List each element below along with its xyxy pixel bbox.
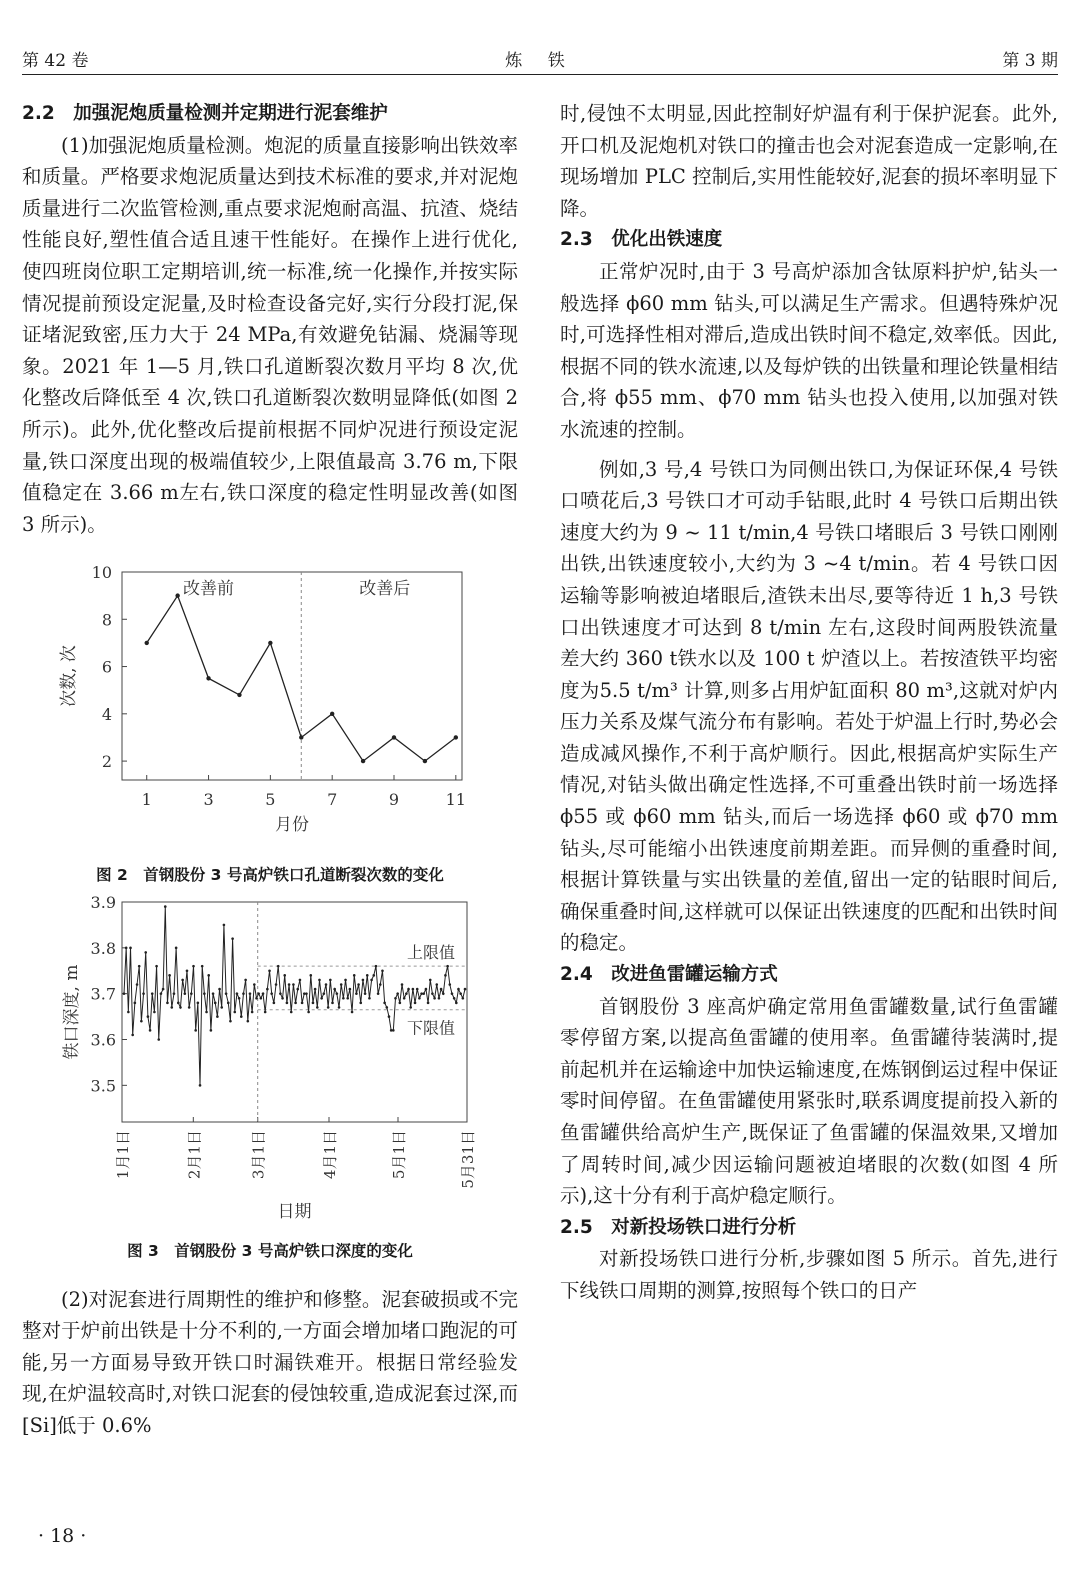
fig3-data-point — [144, 951, 147, 954]
fig3-data-point — [149, 1029, 152, 1032]
fig3-data-point — [448, 983, 451, 986]
fig2-data-point — [330, 712, 334, 716]
fig3-data-point — [401, 983, 404, 986]
fig3-data-point — [392, 1029, 395, 1032]
fig3-data-point — [453, 997, 456, 1000]
fig3-data-point — [127, 1011, 130, 1014]
section-heading-2-3: 2.3 优化出铁速度 — [560, 229, 723, 251]
fig2-xtick-label: 9 — [388, 790, 400, 810]
fig3-data-point — [238, 997, 241, 1000]
fig2-xtick-label: 1 — [141, 790, 152, 810]
fig3-data-point — [379, 983, 382, 986]
right-column — [560, 98, 1058, 1307]
fig3-data-point — [170, 1006, 173, 1009]
fig3-data-point — [192, 965, 195, 968]
fig3-data-point — [444, 974, 447, 977]
fig3-xtick-label: 1月1日 — [114, 1129, 132, 1179]
fig3-data-point — [314, 988, 317, 991]
fig3-data-point — [359, 1001, 362, 1004]
fig3-data-point — [412, 988, 415, 991]
fig2-data-point — [145, 641, 149, 645]
section-heading-2-5: 2.5 对新投场铁口进行分析 — [560, 1216, 797, 1238]
paragraph-torpedo-car: 首钢股份 3 座高炉确定常用鱼雷罐数量,试行鱼雷罐零停留方案,以提高鱼雷罐的使用率。鱼雷罐待装满时,提前起机并在运输途中加快运输速度,在炼钢倒运过程中保证零时间停留。在鱼雷罐使用紧张时,联系调度提前投入新的鱼雷罐供给高炉生产,既保证了鱼雷罐的保温效果,又增加了周转时间,减少因运输问题被迫堵眼的次数(如图 4 所示),这十分有利于高炉稳定顺行。 — [560, 994, 1058, 1208]
fig3-data-point — [181, 979, 184, 982]
fig2-data-point — [237, 693, 241, 697]
fig3-caption: 图 3 首钢股份 3 号高炉铁口深度的变化 — [127, 1241, 413, 1260]
paragraph-continued: 时,侵蚀不太明显,因此控制好炉温有利于保护泥套。此外,开口机及泥炮机对铁口的撞击也会对泥套造成一定影响,在现场增加 PLC 控制后,实用性能较好,泥套的损坏率明显下降。 — [560, 102, 1058, 220]
fig3-data-point — [186, 969, 189, 972]
page-number: · 18 · — [38, 1525, 87, 1547]
fig3-data-point — [316, 1006, 319, 1009]
fig3-data-point — [292, 983, 295, 986]
fig3-data-point — [247, 1020, 250, 1023]
fig3-ytick-label: 3.7 — [90, 984, 116, 1004]
fig3-data-point — [451, 992, 454, 995]
fig3-ytick-label: 3.9 — [90, 893, 116, 912]
fig3-data-point — [399, 1001, 402, 1004]
fig3-data-point — [416, 988, 419, 991]
fig3-data-point — [307, 1011, 310, 1014]
fig2-chart — [22, 562, 518, 842]
fig3-data-point — [338, 1006, 341, 1009]
fig3-data-point — [255, 997, 258, 1000]
fig3-data-point — [340, 983, 343, 986]
fig3-data-point — [353, 974, 356, 977]
fig3-data-point — [427, 1001, 430, 1004]
fig3-data-point — [262, 992, 265, 995]
fig3-data-point — [329, 979, 332, 982]
fig3-data-point — [346, 997, 349, 1000]
fig3-data-point — [190, 992, 193, 995]
fig3-data-point — [229, 1020, 232, 1023]
fig3-series-line — [124, 906, 465, 1085]
fig3-data-point — [151, 992, 154, 995]
fig3-data-point — [168, 974, 171, 977]
fig3-data-point — [157, 1038, 160, 1041]
fig2-data-point — [299, 736, 303, 740]
fig3-data-point — [407, 988, 410, 991]
fig3-data-point — [138, 965, 141, 968]
fig2-xtick-label: 11 — [445, 790, 466, 810]
section-heading-2-2: 2.2 加强泥炮质量检测并定期进行泥套维护 — [22, 103, 388, 124]
fig3-data-point — [188, 1006, 191, 1009]
left-column — [22, 98, 518, 1441]
fig2-ytick-label: 10 — [91, 563, 112, 583]
fig3-data-point — [244, 979, 247, 982]
fig3-data-point — [336, 992, 339, 995]
fig3-data-point — [325, 983, 328, 986]
fig3-data-point — [210, 1029, 213, 1032]
fig3-data-point — [431, 992, 434, 995]
fig3-data-point — [125, 946, 128, 949]
issue-label: 第 3 期 — [1002, 51, 1058, 71]
fig2-data-point — [423, 759, 427, 763]
fig3-data-point — [344, 979, 347, 982]
paragraph-drill-bit: 正常炉况时,由于 3 号高炉添加含钛原料护炉,钻头一般选择 ϕ60 mm 钻头,可以满足生产需求。但遇特殊炉况时,可选择性相对滞后,造成出铁时间不稳定,效率低。因此,根据不同的铁水流速,以及每炉铁的出铁量和理论铁量相结合,将 ϕ55 mm、ϕ70 mm 钻头也投入使用,以加强对铁水流速的控制。 — [560, 259, 1058, 441]
fig3-ytick-label: 3.5 — [90, 1076, 116, 1096]
fig3-data-point — [405, 992, 408, 995]
fig3-data-point — [207, 974, 210, 977]
fig3-xtick-label: 4月1日 — [321, 1129, 339, 1179]
fig3-data-point — [327, 1006, 330, 1009]
fig3-data-point — [177, 1001, 180, 1004]
fig3-xtick-label: 2月1日 — [185, 1129, 204, 1179]
volume-label: 第 42 卷 — [22, 51, 89, 71]
fig3-data-point — [212, 992, 215, 995]
fig3-data-point — [131, 1034, 134, 1037]
fig3-data-point — [225, 992, 228, 995]
fig3-data-point — [394, 997, 397, 1000]
fig3-data-point — [464, 988, 467, 991]
figure-2 — [22, 562, 518, 886]
fig3-xlabel: 日期 — [277, 1201, 312, 1222]
fig3-data-point — [173, 992, 176, 995]
fig3-data-point — [375, 965, 378, 968]
fig3-data-point — [147, 1015, 150, 1018]
fig3-data-point — [194, 1029, 197, 1032]
fig2-annotation-before: 改善前 — [183, 579, 235, 600]
fig3-data-point — [233, 1011, 236, 1014]
fig3-data-point — [364, 992, 367, 995]
fig3-data-point — [242, 992, 245, 995]
fig2-data-point — [361, 759, 365, 763]
fig3-data-point — [383, 1001, 386, 1004]
fig3-data-point — [294, 1001, 297, 1004]
fig3-data-point — [283, 974, 286, 977]
fig2-ytick-label: 2 — [101, 752, 112, 772]
fig2-data-point — [175, 594, 179, 598]
fig3-data-point — [457, 988, 460, 991]
fig3-data-point — [266, 988, 269, 991]
fig3-data-point — [440, 988, 443, 991]
fig3-data-point — [331, 1001, 334, 1004]
fig3-data-point — [438, 997, 441, 1000]
fig3-data-point — [296, 988, 299, 991]
fig3-data-point — [312, 1001, 315, 1004]
section-heading-2-4: 2.4 改进鱼雷罐运输方式 — [560, 964, 778, 986]
fig3-upper-limit-label: 上限值 — [406, 943, 455, 963]
fig3-data-point — [414, 1001, 417, 1004]
fig3-xtick-label: 5月1日 — [390, 1129, 408, 1179]
page-header — [22, 40, 1058, 75]
fig2-data-point — [392, 736, 396, 740]
fig3-data-point — [270, 992, 273, 995]
fig3-data-point — [264, 1011, 267, 1014]
paragraph-new-taphole: 对新投场铁口进行分析,步骤如图 5 所示。首先,进行下线铁口周期的测算,按照每个铁口的日产 — [560, 1247, 1058, 1302]
fig3-data-point — [134, 1001, 137, 1004]
fig3-ytick-label: 3.6 — [90, 1030, 116, 1050]
fig3-xtick-label: 3月1日 — [249, 1129, 268, 1179]
fig3-data-point — [368, 997, 371, 1000]
fig3-data-point — [136, 983, 139, 986]
journal-title: 炼 铁 — [505, 51, 575, 71]
fig3-data-point — [281, 997, 284, 1000]
fig3-data-point — [164, 905, 167, 908]
fig3-data-point — [386, 1006, 389, 1009]
fig3-data-point — [240, 1015, 243, 1018]
fig3-data-point — [249, 992, 252, 995]
fig2-data-point — [454, 736, 458, 740]
fig3-data-point — [220, 1006, 223, 1009]
fig3-data-point — [342, 997, 345, 1000]
fig2-annotation-after: 改善后 — [359, 579, 411, 600]
fig3-data-point — [349, 988, 352, 991]
fig3-chart — [22, 894, 518, 1224]
fig3-xtick-label: 5月31日 — [459, 1129, 477, 1189]
fig3-data-point — [129, 946, 132, 949]
fig3-data-point — [279, 992, 282, 995]
fig3-data-point — [253, 983, 256, 986]
fig3-data-point — [203, 992, 206, 995]
figure-3 — [22, 894, 518, 1262]
fig3-ytick-label: 3.8 — [90, 938, 116, 958]
fig3-data-point — [155, 965, 158, 968]
fig3-data-point — [370, 979, 373, 982]
fig3-data-point — [459, 992, 462, 995]
fig3-data-point — [409, 1006, 412, 1009]
fig3-data-point — [403, 997, 406, 1000]
fig3-ylabel: 铁口深度, m — [62, 964, 82, 1060]
fig3-data-point — [422, 992, 425, 995]
fig3-data-point — [197, 1001, 200, 1004]
fig3-data-point — [199, 1084, 202, 1087]
fig3-data-point — [201, 965, 204, 968]
fig3-data-point — [286, 1001, 289, 1004]
fig2-ylabel: 次数, 次 — [59, 645, 79, 708]
fig3-data-point — [223, 924, 226, 927]
fig3-data-point — [299, 979, 302, 982]
fig2-xtick-label: 3 — [203, 790, 214, 810]
fig3-data-point — [160, 992, 163, 995]
fig3-data-point — [357, 983, 360, 986]
fig3-data-point — [268, 969, 271, 972]
fig3-data-point — [309, 974, 312, 977]
fig3-data-point — [446, 965, 449, 968]
fig3-data-point — [333, 988, 336, 991]
fig3-data-point — [442, 992, 445, 995]
fig3-data-point — [305, 992, 308, 995]
fig2-ytick-label: 4 — [101, 705, 112, 725]
fig2-xtick-label: 5 — [265, 790, 276, 810]
fig3-data-point — [433, 997, 436, 1000]
fig3-data-point — [231, 937, 234, 940]
fig3-data-point — [388, 1015, 391, 1018]
fig3-data-point — [140, 1020, 143, 1023]
fig3-data-point — [396, 992, 399, 995]
fig3-data-point — [236, 992, 239, 995]
fig3-data-point — [277, 965, 280, 968]
fig2-data-point — [206, 676, 210, 680]
fig3-data-point — [418, 997, 421, 1000]
paragraph-mud-gun-quality: (1)加强泥炮质量检测。炮泥的质量直接影响出铁效率和质量。严格要求炮泥质量达到技术标准的要求,并对泥炮质量进行二次监管检测,重点要求泥炮耐高温、抗渣、烧结性能良好,塑性值合适且速干性能好。在操作上进行优化,使四班岗位职工定期培训,统一标准,统一化操作,并按实际情况提前预设定泥量,及时检查设备完好,实行分段打泥,保证堵泥致密,压力大于 24 MPa,有效避免钻漏、烧漏等现象。2021 年 1—5 月,铁口孔道断裂次数月平均 8 次,优化整改后降低至 4 次,铁口孔道断裂次数明显降低(如图 2 所示)。此外,优化整改后提前根据不同炉况进行预设定泥量,铁口深度出现的极端值较少,上限值最高 3.76 m,下限值稳定在 3.66 m左右,铁口深度的稳定性明显改善(如图 3 所示)。 — [22, 133, 518, 536]
fig3-data-point — [179, 1006, 182, 1009]
fig3-data-point — [362, 979, 365, 982]
fig3-data-point — [301, 1001, 304, 1004]
fig3-data-point — [123, 992, 126, 995]
fig3-data-point — [318, 979, 321, 982]
fig3-data-point — [227, 1001, 230, 1004]
fig3-lower-limit-label: 下限值 — [406, 1018, 455, 1038]
fig3-data-point — [429, 979, 432, 982]
fig3-data-point — [184, 992, 187, 995]
fig3-data-point — [462, 997, 465, 1000]
fig2-ytick-label: 8 — [101, 610, 112, 630]
fig3-data-point — [355, 992, 358, 995]
fig2-caption: 图 2 首钢股份 3 号高炉铁口孔道断裂次数的变化 — [96, 865, 444, 884]
fig3-data-point — [351, 1011, 354, 1014]
fig3-data-point — [323, 992, 326, 995]
fig3-data-point — [175, 946, 178, 949]
fig3-data-point — [377, 992, 380, 995]
fig3-data-point — [275, 983, 278, 986]
fig3-data-point — [381, 969, 384, 972]
fig2-ytick-label: 6 — [101, 657, 112, 677]
fig3-data-point — [257, 992, 260, 995]
fig3-data-point — [288, 983, 291, 986]
fig3-plot-frame — [122, 902, 467, 1122]
fig3-data-point — [251, 1011, 254, 1014]
fig3-data-point — [218, 988, 221, 991]
fig3-data-point — [166, 1001, 169, 1004]
fig3-data-point — [366, 974, 369, 977]
fig3-data-point — [425, 988, 428, 991]
fig3-data-point — [455, 1001, 458, 1004]
fig2-data-point — [268, 641, 272, 645]
fig3-data-point — [320, 997, 323, 1000]
fig3-data-point — [142, 992, 145, 995]
fig3-data-point — [273, 1001, 276, 1004]
fig3-data-point — [216, 1015, 219, 1018]
fig3-data-point — [290, 1011, 293, 1014]
fig2-xlabel: 月份 — [275, 815, 309, 836]
fig3-data-point — [205, 1011, 208, 1014]
paragraph-example: 例如,3 号,4 号铁口为同侧出铁口,为保证环保,4 号铁口喷花后,3 号铁口才可动手钻眼,此时 4 号铁口后期出铁速度大约为 9 ~ 11 t/min,4 号铁口堵眼后 3 号铁口刚刚出铁,出铁速度较小,大约为 3 ~4 t/min。若 4 号铁口因运输等影响被迫堵眼后,渣铁未出尽,要等待近 1 h,3 号铁口出铁速度才可达到 8 t/min 左右,这段时间两股铁流量差大约 360 t铁水以及 100 t 炉渣以上。若按渣铁平均密度为5.5 t/m³ 计算,则多占用炉缸面积 80 m³,这就对炉内压力关系及煤气流分布有影响。若处于炉温上行时,势必会造成减风操作,不利于高炉顺行。因此,根据高炉实际生产情况,对钻头做出确定性选择,不可重叠出铁时前一场选择 ϕ55 或 ϕ60 mm 钻头,而后一场选择 ϕ60 或 ϕ70 mm 钻头,尽可能缩小出铁速度前期差距。而异侧的重叠时间,根据计算铁量与实出铁量的差值,留出一定的钻眼时间后,确保重叠时间,这样就可以保证出铁速度的匹配和出铁时间的稳定。 — [560, 457, 1058, 955]
fig3-data-point — [260, 997, 263, 1000]
fig3-data-point — [435, 983, 438, 986]
fig3-data-point — [153, 1011, 156, 1014]
fig3-data-point — [372, 974, 375, 977]
paragraph-mud-sleeve: (2)对泥套进行周期性的维护和修整。泥套破损或不完整对于炉前出铁是十分不利的,一方面会增加堵口跑泥的可能,另一方面易导致开铁口时漏铁难开。根据日常经验发现,在炉温较高时,对铁口泥套的侵蚀较重,造成泥套过深,而[Si]低于 0.6% — [22, 1287, 518, 1437]
fig3-data-point — [162, 988, 165, 991]
fig2-xtick-label: 7 — [327, 790, 338, 810]
fig3-data-point — [214, 1001, 217, 1004]
